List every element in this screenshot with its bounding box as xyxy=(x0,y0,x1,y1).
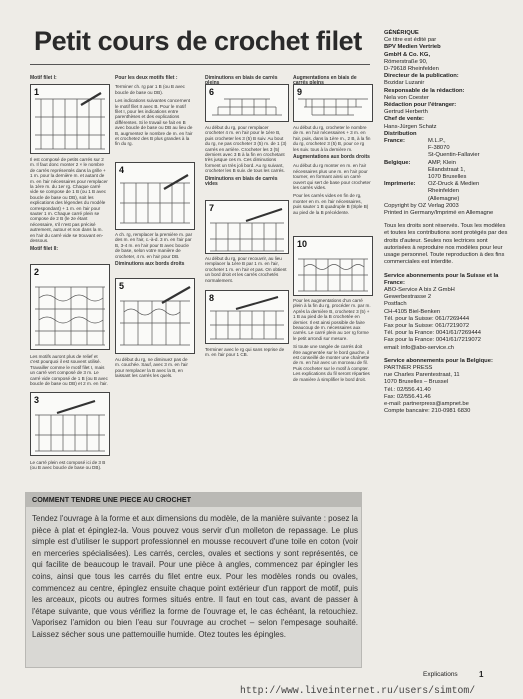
figure-5 xyxy=(115,278,195,354)
figure-4-number: 4 xyxy=(119,165,125,175)
figure-10 xyxy=(293,236,373,296)
subscription-ch-email: email: info@abo-service.ch xyxy=(384,344,455,351)
figure-10-number: 10 xyxy=(297,239,308,249)
figure-6-number: 6 xyxy=(209,87,215,97)
col1-heading-2: Motif filet II: xyxy=(30,245,59,252)
page-number: 1 xyxy=(479,670,484,679)
figure-8-diagram xyxy=(206,291,288,343)
col2-text-3: A ch. rg, remplacer la première m. par des m. en l'air, c.-à-d. 3 m. en l'air par B, 3-4 m. en l'air pour B avec boucle de base, selon votre manière de crocheter, 4 m. en l'air pour DB. xyxy=(115,232,193,259)
col1-text-3-block xyxy=(30,460,108,474)
france-label: France: xyxy=(384,138,405,145)
figure-2-diagram xyxy=(31,265,109,349)
subscription-be-heading: Service abonnements pour la Belgique: xyxy=(384,357,493,364)
figure-8 xyxy=(205,290,289,344)
title-rule xyxy=(30,64,370,65)
figure-1-number: 1 xyxy=(34,87,40,97)
col1-heading-1: Motif filet I: xyxy=(30,75,57,81)
col1-text-3: Le carré plein est composé ici de 3 B (ou B avec boucle de base ou DB). xyxy=(30,460,106,471)
belgique-line-1: AMP, Klein xyxy=(428,159,456,166)
printer-label: Imprimerie: xyxy=(384,181,416,188)
col3-text-1: Au début du rg, pour remplacer crocheter 4 m. en l'air pour le 1ère B, puis crocheter les 3 (5) B suiv. Au bout du rg, ne pas crocheter 3 (5) m. de 1 (3) carrés en arrière. Crocheter les 3 (5) derniers avec 3 B à la fin en crochetant très jusque ces m. Ces diminutions forment un très joli bord. Au rg suivant, crocheter les B suiv. de tous les carrés. xyxy=(205,125,287,174)
col4-text-block-2 xyxy=(293,298,371,385)
subscription-ch-line-1: ABO-Service A bis Z GmbH xyxy=(384,286,455,293)
france-line-1: M.L.P., xyxy=(428,138,446,145)
foreign-editor-name: Gertrud Herberth xyxy=(384,109,428,116)
subscription-ch-line-8: Fax pour la France: 0041/61/7219072 xyxy=(384,337,482,344)
rights-notice: Tous les droits sont réservés. Tous les modèles et toutes les contributions sont protégés par des droits d'auteur. Seules nos lectrices sont autorisées à reproduire nos modèles pour leur usage personnel. Toute reproduction à des fins commerciales est interdite. xyxy=(384,223,508,266)
editor-label: Responsable de la rédaction: xyxy=(384,87,465,94)
col4-heading-2: Augmentations aux bords droits xyxy=(293,154,370,161)
tip-body: Tendez l'ouvrage à la forme et aux dimensions du modèle, de la manière suivante : posez la pièce à plat et épinglez-la. Vous pouvez vous servir d'un molleton de repassage. Le plus simple est d'utiliser le support professionnel en mousse recouvert d'une toile en coton (voir en merceries spécialisées). Les carrés, cercles, ovales et sections y sont représentés, ce qui facilite de beaucoup le travail. Pour une pièce à angles, commencez par épingler les coins, ainsi que tous les carrés du filet entre eux. Pour les modèles ronds ou ovales, commencez au centre, épinglez ensuite chaque point extérieur d'un rapport de motif, puis les arceaux, picots ou autres formes situés entre. Il faut en tout cas, avant de passer à l'étape suivante, que vous vérifiez la forme de l'ouvrage et, le cas échéant, la retouchiez. Vaporisez l'amidon ou bien l'eau sur l'ouvrage au crochet – selon l'empesage souhaité. Laissez sécher sous une pattemouille humide. Otez toutes les épingles. xyxy=(32,514,358,639)
figure-5-diagram xyxy=(116,279,194,353)
subscription-ch-line-7: Tél. pour la France: 0041/61/7269444 xyxy=(384,330,482,337)
col3-heading-1: Diminutions en biais de carrés xyxy=(205,75,278,81)
col3-text-3: Terminer avec le rg qui sans reprise de m. en l'air pour 1 CB. xyxy=(205,347,285,358)
figure-7 xyxy=(205,200,289,254)
copyright-line: Copyright by OZ Verlag 2003 xyxy=(384,202,459,209)
figure-1-diagram xyxy=(31,85,109,153)
director-name: Bozidar Luzanir xyxy=(384,80,425,87)
figure-7-number: 7 xyxy=(209,203,215,213)
foreign-editor-label: Rédaction pour l'étranger: xyxy=(384,102,457,109)
figure-2-number: 2 xyxy=(34,267,40,277)
subscription-be-line-1: PARTNER PRESS xyxy=(384,364,433,371)
imprint-heading: GÉNÉRIQUE xyxy=(384,30,419,36)
figure-9-diagram xyxy=(294,85,372,121)
col2-heading-2: Diminutions aux bords droits xyxy=(115,261,185,268)
col3-text-2: Au début du rg, pour recouvrir, au lieu remplacer la 1ère B par 1 m. en l'air, crocheter 1 m. en l'air et pas. On obtient un bord droit et les carrés crochetés normalement. xyxy=(205,256,287,283)
figure-9 xyxy=(293,84,373,122)
subscription-ch-line-3: Postfach xyxy=(384,301,407,308)
col4-text-1: Au début du rg, crocheter le nombre de m. en l'air nécessaires + 3 m. en l'air, puis, dans la 1ère m., 2 B, à la fin du rg, crochetez 3 (5) B, pour ce rg les suiv. tous à la dernière m. xyxy=(293,125,371,152)
col3-text-3-block xyxy=(205,347,287,361)
figure-3 xyxy=(30,392,110,456)
col2-text-4: Au début du rg, ne diminuez pas de m. couchée. Sauf, avec 3 m. en l'air pour remplacer la B avec la B, en laissant les carrés les quels. xyxy=(115,357,188,379)
figure-9-number: 9 xyxy=(297,87,303,97)
distribution-france xyxy=(384,138,510,160)
printer xyxy=(384,181,510,203)
imprint-sidebar xyxy=(384,30,510,415)
column-2 xyxy=(115,74,193,150)
publisher-street: Römerstraße 90, xyxy=(384,58,428,65)
col2-text-3-block xyxy=(115,232,193,270)
subscription-ch-line-4: CH-4105 Biel-Benken xyxy=(384,308,441,315)
subscription-ch-line-2: Gewerbestrasse 2 xyxy=(384,294,432,301)
col3-text-1-block xyxy=(205,125,287,190)
distribution-belgique xyxy=(384,160,510,182)
subscription-ch-line-6: Fax pour la Suisse: 061/7219072 xyxy=(384,322,470,329)
col4-text-3: Pour les carrés vides en fin de rg, monter en m. en l'air nécessaires, puis sauter 1 B quadruple B (triple B) au pied de la B précédente. xyxy=(293,193,369,215)
subscription-ch-line-5: Tél. pour la Suisse: 061/7269444 xyxy=(384,315,470,322)
figure-4-diagram xyxy=(116,163,194,229)
figure-1 xyxy=(30,84,110,154)
printer-line-2: Rheinfelden xyxy=(428,188,459,195)
subscription-be-line-4: Tél.: 02/556.41.40 xyxy=(384,386,431,393)
france-line-3: St-Quentin-Fallavier xyxy=(428,152,480,159)
director-label: Directeur de la publication: xyxy=(384,73,459,80)
figure-5-number: 5 xyxy=(119,281,125,291)
printer-line-3: (Allemagne) xyxy=(428,195,460,202)
belgique-line-3: 1070 Bruxelles xyxy=(428,174,467,181)
printer-line-1: OZ-Druck & Medien xyxy=(428,181,480,188)
col1-text-1-block xyxy=(30,157,108,255)
tip-box xyxy=(25,492,362,668)
figure-2 xyxy=(30,264,110,350)
footer-section-label: Explications xyxy=(423,671,458,678)
col4-text-2: Au début du rg monter en m. en l'air nécessaires plus une m. en l'air pour tourner, en formant ainsi un carré ouvert qui sert de base pour crocheter les carrés vides. xyxy=(293,163,371,191)
sales-chief-label: Chef de vente: xyxy=(384,116,424,123)
col1-text-2: Les motifs auront plus de relief et c'est pourquoi il est souvent utilisé. Travailler comme le motif filet I, mais un carré vert composé de 3 m. Le carré vide composé de 1 B (ou B avec boucle de base ou DB) et 2 m. en l'air. xyxy=(30,354,108,387)
figure-6-diagram xyxy=(206,85,288,121)
col4-text-4: Pour les augmentations d'un carré plein à la fin du rg, procéder m. par m. Après la dernière B, crochetez 3 (5) + 1 B au pied de la B crochetée en dernier. Il est ainsi possible de faire beaucoup de m. nécessaires aux carrés. Le carré plein au 1er rg forme le petit arrondi sur mesure. xyxy=(293,298,371,341)
figure-7-diagram xyxy=(206,201,288,253)
figure-3-number: 3 xyxy=(34,395,40,405)
editor-name: Nela von Coester xyxy=(384,94,429,101)
sales-chief-name: Hans-Jürgen Schatz xyxy=(384,123,437,130)
subscription-ch-heading: Service abonnements pour la Suisse et la France: xyxy=(384,272,499,286)
col4-text-5: Si toute une rangée de carrés doit être augmentée sur le bord gauche, il est conseillé de monter une chaînette de m. en l'air avec un morceau de fil. Puis crocheter sur le motif à compter. Les explications du fil seront réparties de manière à simplifier le bord droit. xyxy=(293,344,370,382)
publisher-name: BPV Medien Vertrieb xyxy=(384,44,441,51)
subscription-be-line-2: rue Charles Parentestraat, 11 xyxy=(384,372,460,379)
subscription-be-bank: Compte bancaire: 210-0981 6830 xyxy=(384,408,471,415)
publisher-intro: Ce titre est édité par xyxy=(384,37,437,44)
col3-text-2-block xyxy=(205,256,287,286)
figure-8-number: 8 xyxy=(209,293,215,303)
belgique-label: Belgique: xyxy=(384,159,411,166)
col2-heading-1: Pour les deux motifs filet : xyxy=(115,75,178,81)
figure-3-diagram xyxy=(31,393,109,455)
col3-heading-2: Diminutions en biais de carrés vides xyxy=(205,175,278,188)
subscription-be-email: e-mail: partnerpress@ampnet.be xyxy=(384,400,469,407)
distribution-label: Distribution xyxy=(384,130,417,137)
france-line-2: F-38070 xyxy=(428,145,450,152)
printed-line: Printed in Germany/Imprimé en Allemagne xyxy=(384,210,494,217)
figure-6 xyxy=(205,84,289,122)
tip-heading: COMMENT TENDRE UNE PIECE AU CROCHET xyxy=(26,493,361,507)
subscription-be-line-3: 1070 Bruxelles – Brussel xyxy=(384,379,449,386)
col2-text-4-block xyxy=(115,357,193,382)
col1-text-2-block xyxy=(30,354,108,389)
belgique-line-2: Eilandstraat 1, xyxy=(428,166,466,173)
source-url[interactable]: http://www.liveinternet.ru/users/simtom/ xyxy=(240,685,476,696)
page-title: Petit cours de crochet filet xyxy=(34,26,362,56)
publisher-city: D-79618 Rheinfelden xyxy=(384,66,439,73)
col4-text-block-1 xyxy=(293,125,371,218)
col2-text-2: Les indications suivantes concernent le motif filet II avec B. Pour le motif filet I, pour les indications entre parenthèses et des explications différentes. Si le travail se fait en B avec boucle de base ou DB au lieu de B, augmentez le nombre de m. en l'air et crochetez des B plus grandes à la fin du rg. xyxy=(115,98,193,147)
subscription-be-line-5: Fax: 02/556.41.46 xyxy=(384,393,431,400)
col1-text-1: Il est composé de petits carrés sur 2 m. Il faut donc monter 2 × le nombre de carrés représentés dans la grille + 1 m. pour la dernière m. et autant de m. en l'air nécessaires pour remplacer la 1ère m. du 1er rg. Chaque carré vide se compose de 1 B (ou 1 B avec boucle de base ou DB), soit les explications des légendes du modèle correspondant) + 1 m. en l'air pour sauter 1 m. Chaque carré plein se compose de 2 B (le 2e étant nécessaire, s'il n'est pas précisé autrement, autour et non dans la m. en l'air du carré vide se trouvant en-dessous. xyxy=(30,157,108,244)
col2-text-1: Terminer ch. rg par 1 B (ou B avec boucle de base ou DB). xyxy=(115,84,185,95)
figure-4 xyxy=(115,162,195,230)
column-1 xyxy=(30,74,108,84)
col4-heading-1: Augmentations en biais de xyxy=(293,75,357,81)
publisher-name-2: GmbH & Co. KG, xyxy=(384,51,431,58)
